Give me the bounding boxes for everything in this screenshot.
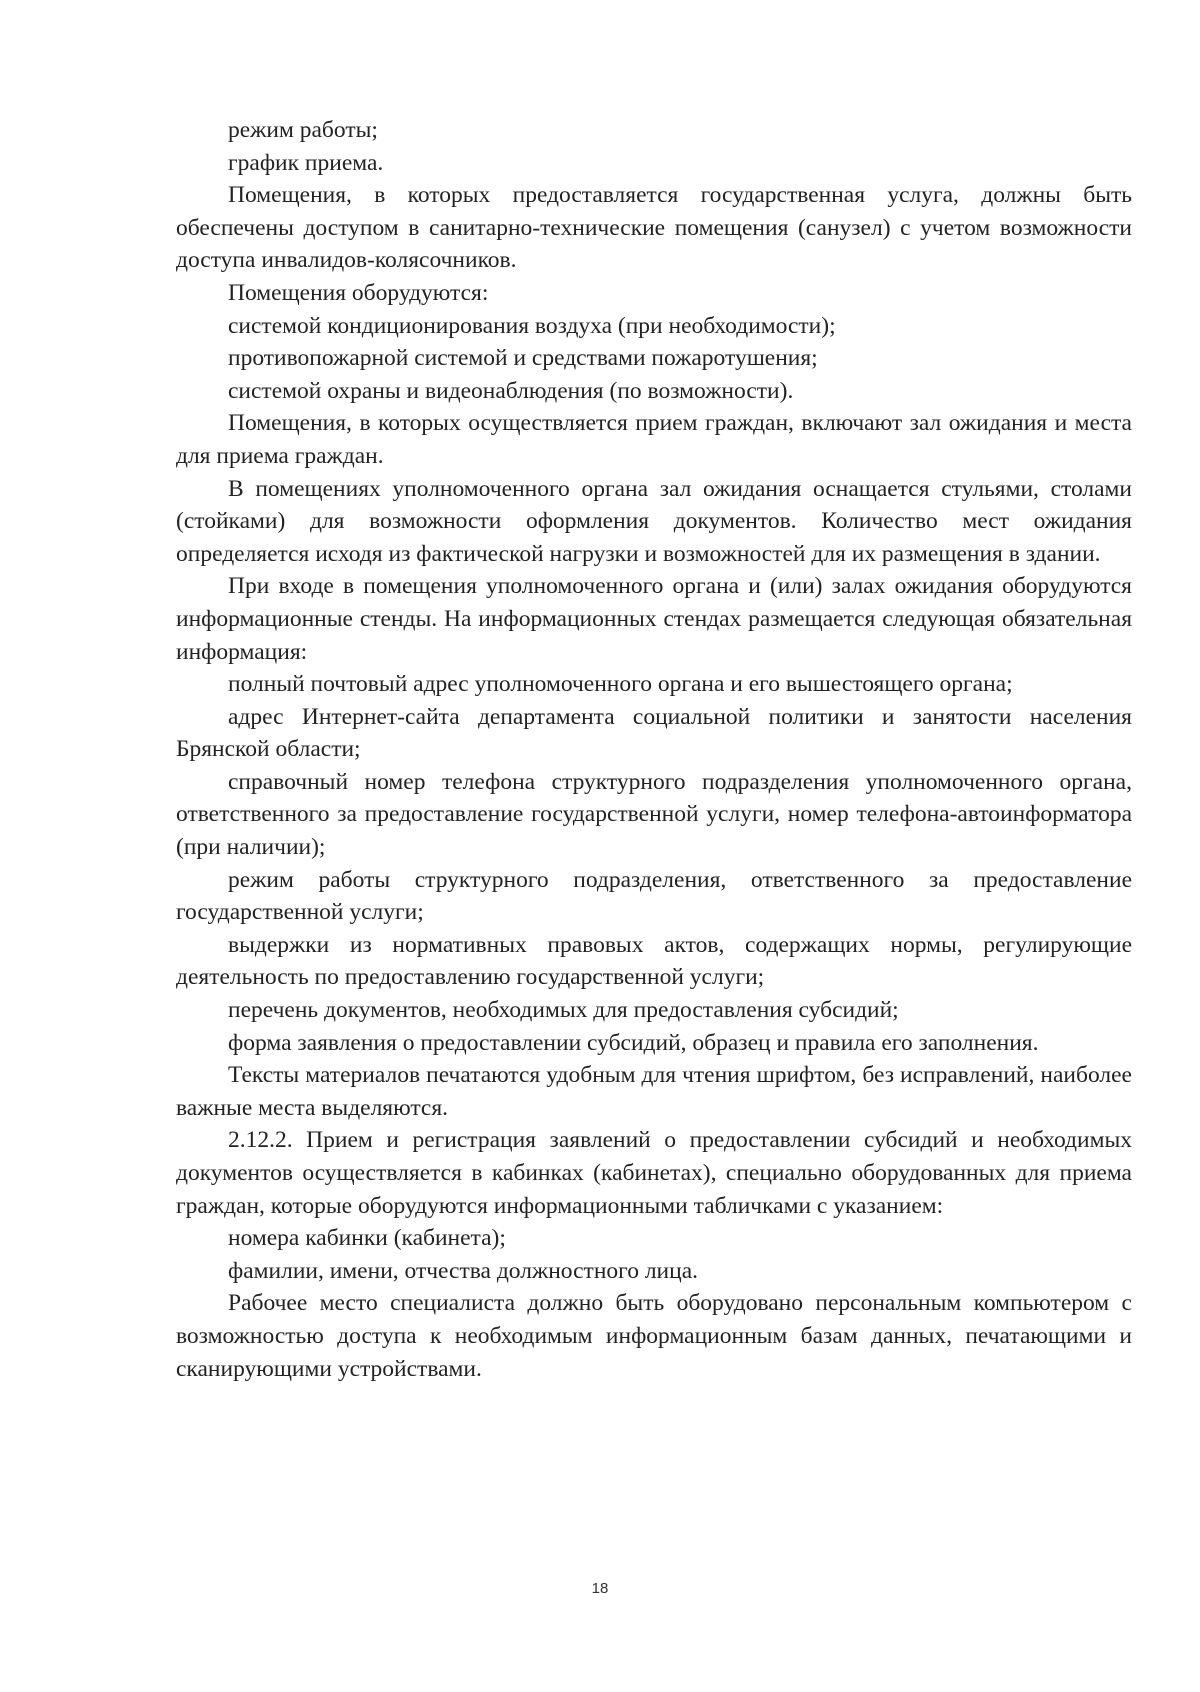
paragraph: фамилии, имени, отчества должностного лица. [228, 1257, 699, 1284]
paragraph: В помещениях уполномоченного органа зал ожидания оснащается стульями, столами (стойками) для возможности оформления документов. Количество мест ожидания определяется исходя из фактической нагрузки и возможностей для их размещения в здании. [176, 475, 1132, 567]
paragraph: системой кондиционирования воздуха (при необходимости); [228, 312, 836, 339]
paragraph: перечень документов, необходимых для предоставления субсидий; [228, 997, 899, 1024]
paragraph: режим работы структурного подразделения, ответственного за предоставление государственной услуги; [176, 866, 1132, 926]
paragraph: режим работы; [228, 117, 378, 143]
paragraph: номера кабинки (кабинета); [228, 1225, 506, 1252]
paragraph: Помещения, в которых предоставляется государственная услуга, должны быть обеспечены доступом в санитарно-технические помещения (санузел) с учетом возможности доступа инвалидов-колясочников. [176, 182, 1132, 274]
paragraph: 2.12.2. Прием и регистрация заявлений о предоставлении субсидий и необходимых документов осуществляется в кабинках (кабинетах), специально оборудованных для приема граждан, которые оборудуются информационными табличками с указанием: [176, 1127, 1132, 1219]
paragraph: Помещения, в которых осуществляется прием граждан, включают зал ожидания и места для приема граждан. [176, 410, 1132, 469]
paragraph: выдержки из нормативных правовых актов, содержащих нормы, регулирующие деятельность по предоставлению государственной услуги; [176, 931, 1132, 991]
paragraph: Тексты материалов печатаются удобным для чтения шрифтом, без исправлений, наиболее важные места выделяются. [176, 1062, 1132, 1121]
paragraph: Рабочее место специалиста должно быть оборудовано персональным компьютером с возможностью доступа к необходимым информационным базам данных, печатающими и сканирующими устройствами. [176, 1290, 1132, 1382]
paragraph: Помещения оборудуются: [228, 279, 489, 306]
paragraph: справочный номер телефона структурного подразделения уполномоченного органа, ответственного за предоставление государственной услуги, номер телефона-автоинформатора (при наличии); [176, 768, 1132, 861]
paragraph: системой охраны и видеонаблюдения (по возможности). [228, 377, 794, 404]
paragraph: При входе в помещения уполномоченного органа и (или) залах ожидания оборудуются информационные стенды. На информационных стендах размещается следующая обязательная информация: [176, 573, 1132, 665]
paragraph: полный почтовый адрес уполномоченного органа и его вышестоящего органа; [228, 671, 1013, 698]
document-body [176, 114, 1132, 1385]
paragraph: противопожарной системой и средствами пожаротушения; [228, 345, 818, 372]
page-number: 18 [591, 1580, 609, 1597]
paragraph: график приема. [228, 149, 384, 176]
paragraph: форма заявления о предоставлении субсидий, образец и правила его заполнения. [228, 1029, 1039, 1056]
paragraph: адрес Интернет-сайта департамента социальной политики и занятости населения Брянской области; [176, 703, 1132, 763]
